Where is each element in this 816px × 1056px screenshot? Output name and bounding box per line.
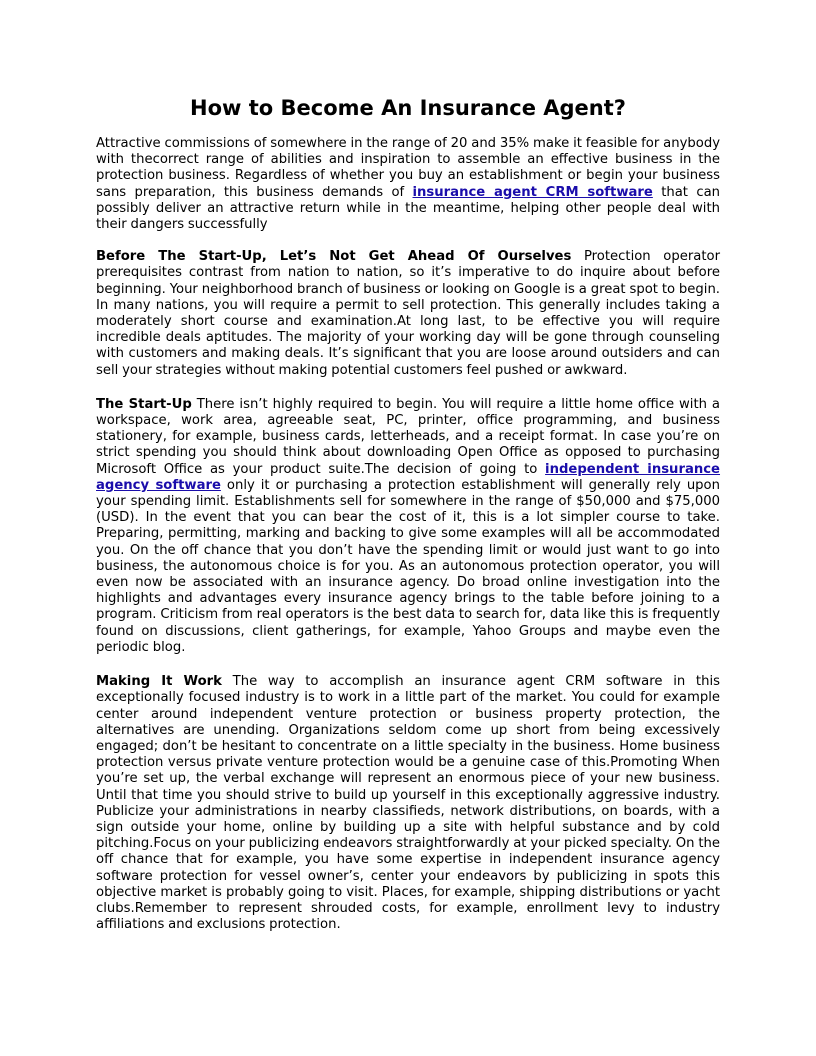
intro-text-after-link: that can possibly deliver an attractive return while in the meantime, helping other people deal with their dangers successfully xyxy=(96,184,721,233)
intro-paragraph xyxy=(96,136,720,233)
page-title: How to Become An Insurance Agent? xyxy=(190,96,626,120)
making-it-work-paragraph xyxy=(96,674,720,933)
startup-heading: The Start-Up xyxy=(96,396,192,412)
before-startup-paragraph xyxy=(96,249,720,379)
startup-paragraph xyxy=(96,397,720,656)
startup-text-before-link: There isn’t highly required to begin. You will require a little home office with a workspace, work area, agreeable seat, PC, printer, office programming, and business stationery, for example, business cards, letterheads, and a receipt format. In case you’re on strict spending you should think about downloading Open Office as opposed to purchasing Microsoft Office as your product suite.The decision of going to xyxy=(96,396,720,477)
intro-text-before-link: Attractive commissions of somewhere in the range of 20 and 35% make it feasible for anybody with thecorrect range of abilities and inspiration to assemble an effective business in the protection business. Regardless of whether you buy an establishment or begin your business sans preparation, this business demands of xyxy=(96,136,720,200)
startup-text-after-link: only it or purchasing a protection establishment will generally rely upon your spending limit. Establishments sell for somewhere in the range of $50,000 and $75,000 (USD). In the event that you can bear the cost of it, this is a lot simpler course to take. Preparing, permitting, marking and backing to give some examples will all be accommodated you. On the off chance that you don’t have the spending limit or would just want to go into business, the autonomous choice is for you. As an autonomous protection operator, you will even now be associated with an insurance agency. Do broad online investigation into the highlights and advantages every insurance agency brings to the table before joining to a program. Criticism from real operators is the best data to search for, data like this is frequently found on discussions, client gatherings, for example, Yahoo Groups and maybe even the periodic blog. xyxy=(96,477,720,655)
insurance-agent-crm-software-link[interactable]: insurance agent CRM software xyxy=(412,184,653,200)
independent-insurance-agency-software-link[interactable]: independent insurance agency software xyxy=(96,461,721,493)
making-it-work-heading: Making It Work xyxy=(96,674,222,690)
before-startup-heading: Before The Start-Up, Let’s Not Get Ahead Of Ourselves xyxy=(96,249,572,265)
making-it-work-text: The way to accomplish an insurance agent CRM software in this exceptionally focused industry is to work in a little part of the market. You could for example center around independent venture protection or business property protection, the alternatives are unending. Organizations seldom come up short from being excessively engaged; don’t be hesitant to concentrate on a little specialty in the business. Home business protection versus private venture protection would be a genuine case of this.Promoting When you’re set up, the verbal exchange will represent an enormous piece of your new business. Until that time you should strive to build up yourself in this exceptionally aggressive industry. Publicize your administrations in nearby classifieds, network distributions, on boards, with a sign outside your home, online by building up a site with helpful substance and by cold pitching.Focus on your publicizing endeavors straightforwardly at your picked specialty. On the off chance that for example, you have some expertise in independent insurance agency software protection for vessel owner’s, center your endeavors by publicizing in spots this objective market is probably going to visit. Places, for example, shipping distributions or yacht clubs.Remember to represent shrouded costs, for example, enrollment levy to industry affiliations and exclusions protection. xyxy=(96,674,720,933)
before-startup-text: Protection operator prerequisites contrast from nation to nation, so it’s imperative to do inquire about before beginning. Your neighborhood branch of business or looking on Google is a great spot to begin. In many nations, you will require a permit to sell protection. This generally includes taking a moderately short course and examination.At long last, to be effective you will require incredible deals aptitudes. The majority of your working day will be gone through counseling with customers and making deals. It’s significant that you are loose around outsiders and can sell your strategies without making potential customers feel pushed or awkward. xyxy=(96,249,720,378)
article-body xyxy=(96,136,720,951)
